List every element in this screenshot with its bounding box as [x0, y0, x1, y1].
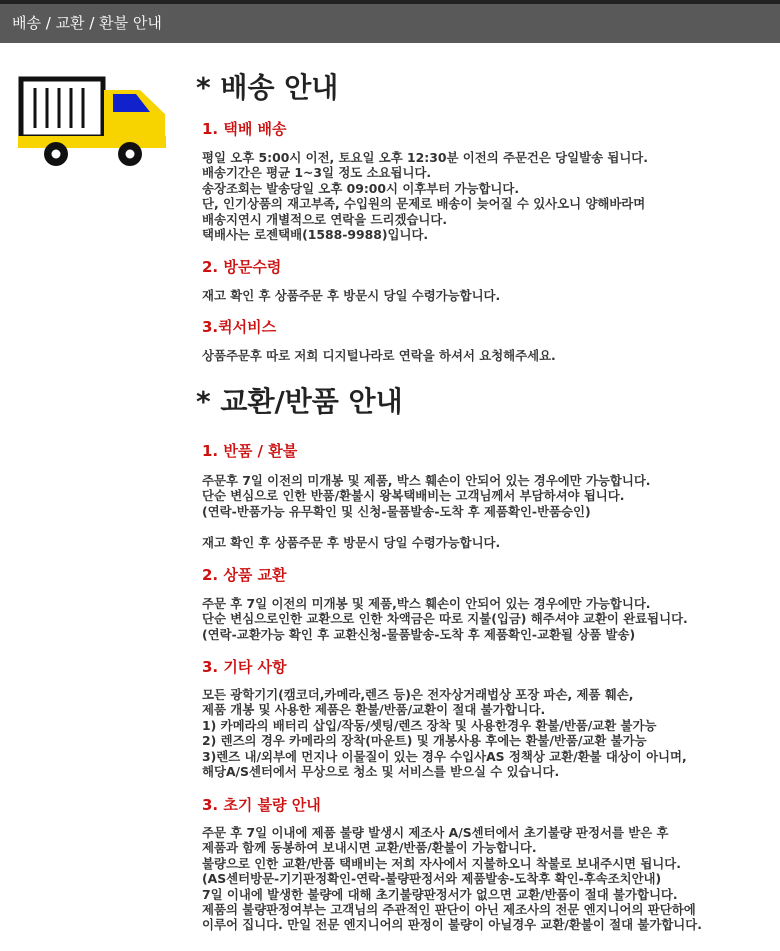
exchange-s4-text [202, 825, 702, 933]
text-line: 평일 오후 5:00시 이전, 토요일 오후 12:30분 이전의 주문건은 당일발송 됩니다. [202, 150, 648, 165]
exchange-s2-text [202, 596, 688, 642]
exchange-title: * 교환/반품 안내 [196, 385, 403, 418]
text-line: 단순 변심으로인한 교환으로 인한 차액금은 따로 지불(입금) 해주셔야 교환이 완료됩니다. [202, 611, 688, 627]
text-line: 제품의 불량판정여부는 고객님의 주관적인 판단이 아닌 제조사의 전문 엔지니어의 판단하에 [202, 901, 696, 917]
text-line: 1) 카메라의 배터리 삽입/작동/셋팅/렌즈 장착 및 사용한경우 환불/반품/교환 불가능 [202, 717, 657, 733]
exchange-s1-text [202, 473, 651, 519]
text-line: 단순 변심으로 인한 반품/환불시 왕복택배비는 고객님께서 부담하셔야 됩니다. [202, 488, 625, 504]
text-line: (AS센터방문-기기판정확인-연락-불량판정서와 제품발송-도착후 확인-후속조치안내) [202, 871, 662, 887]
text-line: 단, 인기상품의 재고부족, 수입원의 문제로 배송이 늦어질 수 있사오니 양해바라며 [202, 196, 646, 212]
text-line: 2) 렌즈의 경우 카메라의 장착(마운트) 및 개봉사용 후에는 환불/반품/교환 불가능 [202, 733, 647, 749]
delivery-s3-title: 3.퀵서비스 [202, 318, 277, 336]
delivery-s2-text [202, 288, 500, 303]
text-line: 재고 확인 후 상품주문 후 방문시 당일 수령가능합니다. [202, 535, 501, 550]
header-bar [0, 0, 780, 43]
text-line: 해당A/S센터에서 무상으로 청소 및 서비스를 받으실 수 있습니다. [202, 763, 560, 779]
delivery-title: * 배송 안내 [196, 71, 339, 104]
exchange-s3-text [202, 687, 687, 779]
text-line: 이루어 집니다. 만일 전문 엔지니어의 판정이 불량이 아닐경우 교환/환불이 절대 불가합니다. [202, 917, 702, 933]
text-line: 3)렌즈 내/외부에 먼지나 이물질이 있는 경우 수입사AS 정책상 교환/환불 대상이 아니며, [202, 748, 687, 764]
text-line: (연락-반품가능 유무확인 및 신청-물품발송-도착 후 제품확인-반품승인) [202, 503, 591, 519]
delivery-s1-text [202, 150, 648, 242]
exchange-s2-title: 2. 상품 교환 [202, 566, 287, 584]
text-line: 배송기간은 평균 1~3일 정도 소요됩니다. [202, 165, 432, 181]
exchange-s3-title: 3. 기타 사항 [202, 658, 287, 676]
delivery-s1-title: 1. 택배 배송 [202, 120, 287, 138]
text-line: 배송지연시 개별적으로 연락을 드리겠습니다. [202, 211, 448, 227]
delivery-s3-text [202, 348, 556, 363]
text-line: 제품과 함께 동봉하여 보내시면 교환/반품/환불이 가능합니다. [202, 840, 537, 856]
text-line: 불량으로 인한 교환/반품 택배비는 저희 자사에서 지불하오니 착불로 보내주시면 됩니다. [202, 855, 681, 871]
text-line: 주문후 7일 이전의 미개봉 및 제품, 박스 훼손이 안되어 있는 경우에만 가능합니다. [202, 473, 651, 488]
header-title: 배송 / 교환 / 환불 안내 [12, 14, 162, 32]
text-line: 택배사는 로젠택배(1588-9988)입니다. [202, 226, 429, 242]
exchange-s1-title: 1. 반품 / 환불 [202, 442, 298, 460]
text-line: 7일 이내에 발생한 불량에 대해 초기불량판정서가 없으면 교환/반품이 절대 불가합니다. [202, 886, 678, 902]
exchange-s1-extra [202, 535, 500, 550]
delivery-s2-title: 2. 방문수령 [202, 258, 282, 276]
text-line: 상품주문후 따로 저희 디지털나라로 연락을 하셔서 요청해주세요. [202, 348, 556, 363]
delivery-truck-icon [18, 76, 168, 168]
text-line: 재고 확인 후 상품주문 후 방문시 당일 수령가능합니다. [202, 288, 501, 303]
text-line: 제품 개봉 및 사용한 제품은 환불/반품/교환이 절대 불가합니다. [202, 702, 546, 718]
text-line: 송장조회는 발송당일 오후 09:00시 이후부터 가능합니다. [202, 180, 520, 196]
text-line: (연락-교환가능 확인 후 교환신청-물품발송-도착 후 제품확인-교환될 상품 발송) [202, 626, 636, 642]
text-line: 주문 후 7일 이내에 제품 불량 발생시 제조사 A/S센터에서 초기불량 판정서를 받은 후 [202, 825, 669, 840]
text-line: 주문 후 7일 이전의 미개봉 및 제품,박스 훼손이 안되어 있는 경우에만 가능합니다. [202, 596, 651, 611]
text-line: 모든 광학기기(캠코더,카메라,렌즈 등)은 전자상거래법상 포장 파손, 제품 훼손, [202, 687, 634, 702]
exchange-s4-title: 3. 초기 불량 안내 [202, 796, 321, 814]
